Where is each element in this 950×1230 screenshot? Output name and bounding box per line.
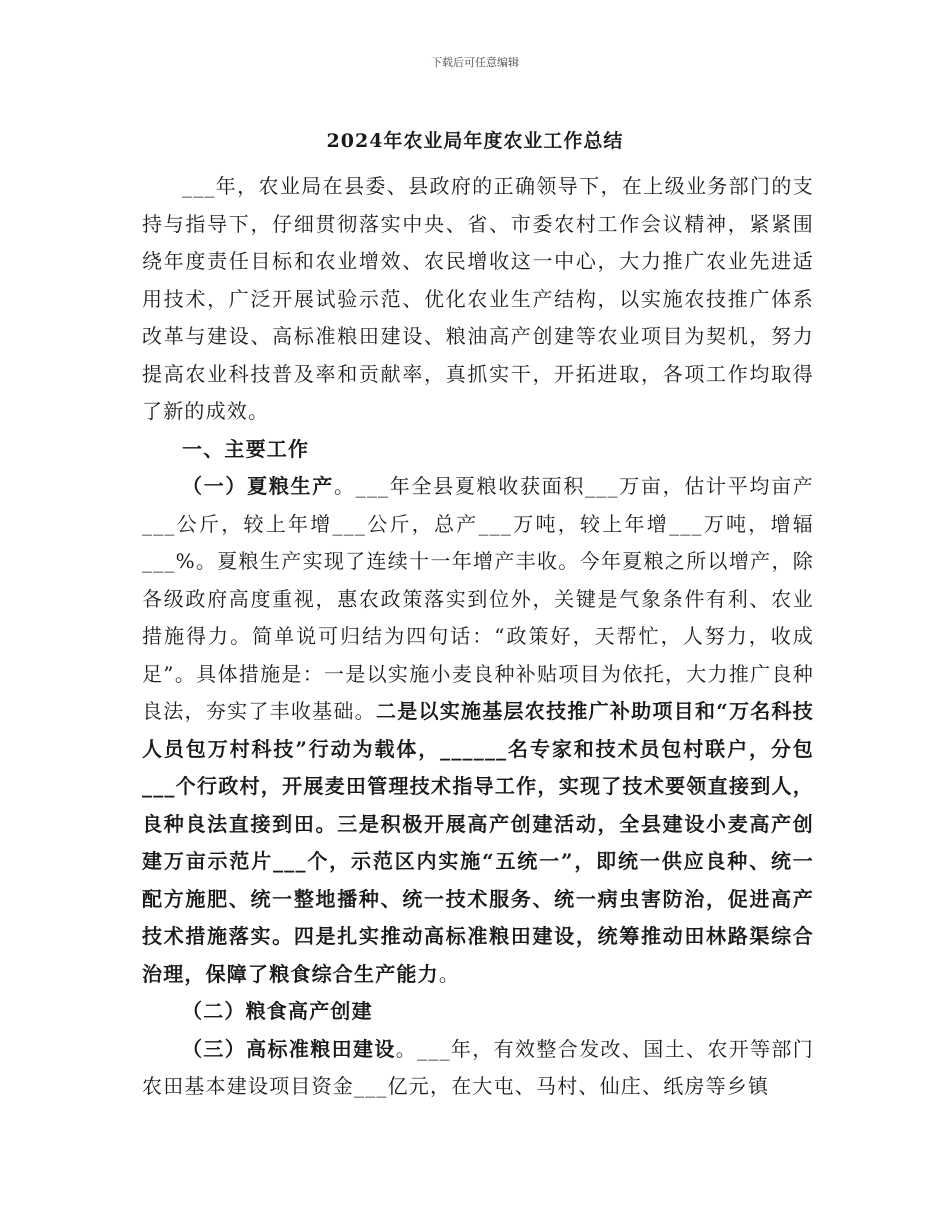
header-note: 下载后可任意编辑 <box>431 56 519 69</box>
standard-farmland-text: 。___年，有效整合发改、国土、农开等部门农田基本建设项目资金___亿元，在大屯、马村、仙庄、纸房等乡镇 <box>142 1036 815 1098</box>
standard-farmland-heading: （三）高标准粮田建设 <box>182 1036 396 1061</box>
summer-grain-heading: （一）夏粮生产 <box>182 474 334 498</box>
grain-high-yield-heading: （二）粮食高产创建 <box>182 999 373 1023</box>
document-body <box>142 168 814 1106</box>
document-title: 2024年农业局年度农业工作总结 <box>326 130 624 152</box>
section-heading-main-work: 一、主要工作 <box>182 436 310 461</box>
summer-grain-end: 。 <box>438 961 461 986</box>
summer-grain-bold-text: 二是以实施基层农技推广补助项目和“万名科技人员包万村科技”行动为载体，______名专家和技术员包村联户，分包___个行政村，开展麦田管理技术指导工作，实现了技术要领直接到人，良种良法直接到田。三是积极开展高产创建活动，全县建设小麦高产创建万亩示范片___个，示范区内实施“五统一”，即统一供应良种、统一配方施肥、统一整地播种、统一技术服务、统一病虫害防治，促进高产技术措施落实。四是扎实推动高标准粮田建设，统筹推动田林路渠综合治理，保障了粮食综合生产能力 <box>142 699 814 986</box>
intro-paragraph: ___年，农业局在县委、县政府的正确领导下，在上级业务部门的支持与指导下，仔细贯彻落实中央、省、市委农村工作会议精神，紧紧围绕年度责任目标和农业增效、农民增收这一中心，大力推广农业先进适用技术，广泛开展试验示范、优化农业生产结构，以实施农技推广体系改革与建设、高标准粮田建设、粮油高产创建等农业项目为契机，努力提高农业科技普及率和贡献率，真抓实干，开拓进取，各项工作均取得了新的成效。 <box>142 174 814 423</box>
standard-farmland-paragraph <box>142 1031 814 1106</box>
summer-grain-paragraph <box>142 468 814 993</box>
summer-grain-text: 。___年全县夏粮收获面积___万亩，估计平均亩产___公斤，较上年增___公斤，总产___万吨，较上年增___万吨，增辐___%。夏粮生产实现了连续十一年增产丰收。今年夏粮之所以增产，除各级政府高度重视，惠农政策落实到位外，关键是气象条件有利、农业措施得力。简单说可归结为四句话：“政策好，天帮忙，人努力，收成足”。具体措施是：一是以实施小麦良种补贴项目为依托，大力推广良种良法，夯实了丰收基础。 <box>142 474 815 723</box>
